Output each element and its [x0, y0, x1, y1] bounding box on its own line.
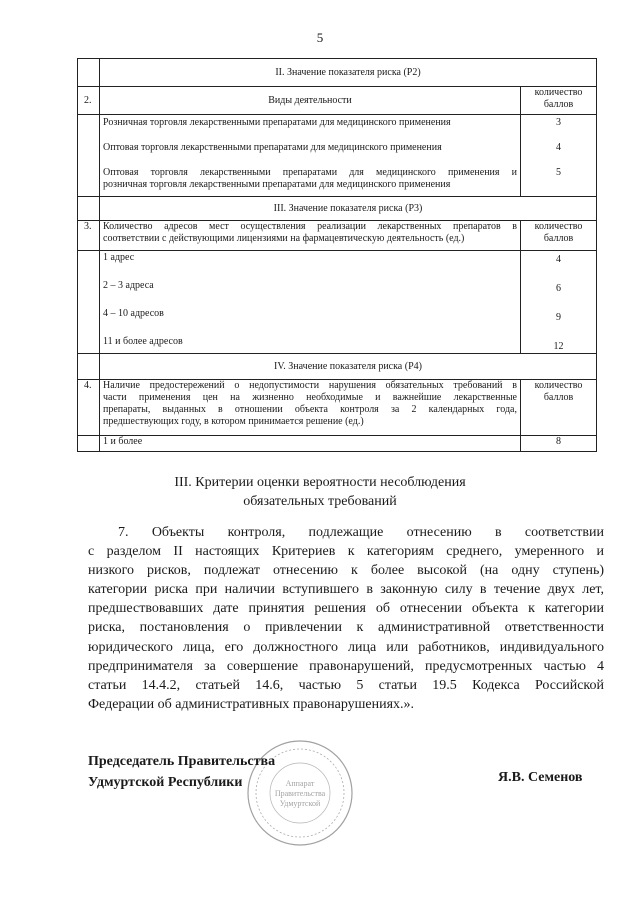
paragraph-line: 7. Объекты контроля, подлежащие отнесению в соответствии — [118, 525, 604, 540]
p3-title-line: Количество адресов мест осуществления реализации лекарственных препаратов в — [103, 221, 517, 232]
paragraph-line: юридического лица, его должностного лица или работников, индивидуального — [88, 639, 604, 655]
p2-activity: Оптовая торговля лекарственными препаратами для медицинского применения и — [103, 167, 517, 178]
p2-activity: розничная торговля лекарственными препаратами для медицинского применения — [103, 179, 451, 190]
p4-title-line: части применения цен на жизненно необходимые и важнейшие лекарственные — [103, 392, 517, 403]
signatory-name: Я.В. Семенов — [498, 770, 583, 785]
table-cell-empty — [78, 197, 100, 221]
section-heading-line: III. Критерии оценки вероятности несоблюдения — [174, 475, 466, 490]
p2-scores-cell — [521, 115, 597, 197]
seal-text: Удмуртской — [279, 799, 321, 808]
p2-score: 3 — [556, 117, 561, 128]
p2-score: 5 — [556, 167, 561, 178]
p3-row-number: 3. — [78, 221, 100, 251]
table-cell-empty — [78, 59, 100, 87]
paragraph-line: предпринимателя за совершение правонарушений, предусмотренных частью 4 — [88, 658, 604, 674]
seal-text: Правительства — [274, 789, 326, 798]
p2-score-header — [521, 87, 597, 115]
signatory-position-line: Председатель Правительства — [88, 754, 276, 769]
p3-score: 12 — [553, 341, 564, 352]
paragraph-line: риска, постановления о привлечении к административной ответственности — [88, 620, 604, 636]
p3-scores-cell — [521, 251, 597, 354]
p2-section-header: II. Значение показателя риска (Р2) — [100, 59, 597, 87]
seal-text: Аппарат — [285, 779, 315, 788]
paragraph-line: Федерации об административных правонарушениях.». — [88, 696, 415, 712]
table-cell-empty — [78, 251, 100, 354]
paragraph-line: категории риска при наличии вступившего в законную силу в течение двух лет, — [88, 582, 604, 598]
p3-address-count: 4 – 10 адресов — [103, 308, 164, 319]
p3-addresses-cell — [100, 251, 521, 354]
p4-score-header-line: баллов — [543, 392, 574, 403]
p3-address-count: 2 – 3 адреса — [103, 280, 154, 291]
p4-score: 8 — [521, 436, 597, 452]
p2-score-header-line: количество — [534, 87, 583, 98]
p4-section-header: IV. Значение показателя риска (Р4) — [100, 354, 597, 380]
paragraph-line: низкого рисков, подлежат отнесению к более высокой (на одну ступень) — [88, 563, 604, 579]
p3-column-title — [100, 221, 521, 251]
paragraph-line: статьи 14.4.2, статьей 14.6, частью 5 статьи 19.5 Кодекса Российской — [88, 677, 604, 693]
p4-score-header — [521, 380, 597, 436]
p2-activities-cell — [100, 115, 521, 197]
p2-column-title: Виды деятельности — [100, 87, 521, 115]
p4-column-title — [100, 380, 521, 436]
section-heading — [0, 473, 640, 511]
p4-title-line: препараты, выданных в отношении объекта контроля за 2 календарных года, — [103, 404, 517, 415]
p4-row-number: 4. — [78, 380, 100, 436]
page-number: 5 — [316, 30, 324, 45]
p4-warnings-count: 1 и более — [100, 436, 521, 452]
paragraph-line: предшествовавших дате принятия решения об отнесении объекта к категории — [88, 601, 604, 617]
p3-address-count: 1 адрес — [103, 252, 135, 263]
p4-title-line: Наличие предостережений о недопустимости нарушения обязательных требований в — [103, 380, 517, 391]
section-heading-line: обязательных требований — [243, 494, 397, 509]
p4-score-header-line: количество — [534, 380, 583, 391]
p3-score-header-line: количество — [534, 221, 583, 232]
p2-activity: Оптовая торговля лекарственными препаратами для медицинского применения — [103, 142, 442, 153]
table-cell-empty — [78, 436, 100, 452]
p3-score-header-line: баллов — [543, 233, 574, 244]
p2-activity: Розничная торговля лекарственными препаратами для медицинского применения — [103, 117, 451, 128]
p3-score-header — [521, 221, 597, 251]
p3-score: 9 — [556, 312, 561, 323]
p2-score-header-line: баллов — [543, 99, 574, 110]
paragraph-7 — [88, 523, 604, 714]
paragraph-line: с разделом II настоящих Критериев к категориям среднего, умеренного и — [88, 544, 604, 560]
p3-address-count: 11 и более адресов — [103, 336, 183, 347]
table-cell-empty — [78, 115, 100, 197]
risk-indicator-table — [77, 58, 597, 452]
table-cell-empty — [78, 354, 100, 380]
p4-title-line: предшествующих году, в котором принимается решение (ед.) — [103, 416, 364, 427]
signatory-position — [88, 751, 275, 793]
p2-score: 4 — [556, 142, 561, 153]
p3-score: 6 — [556, 283, 561, 294]
signatory-position-line: Удмуртской Республики — [88, 775, 243, 790]
p3-section-header: III. Значение показателя риска (Р3) — [100, 197, 597, 221]
p3-score: 4 — [556, 254, 561, 265]
p2-row-number: 2. — [78, 87, 100, 115]
p3-title-line: соответствии с действующими лицензиями на фармацевтическую деятельность (ед.) — [103, 233, 465, 244]
